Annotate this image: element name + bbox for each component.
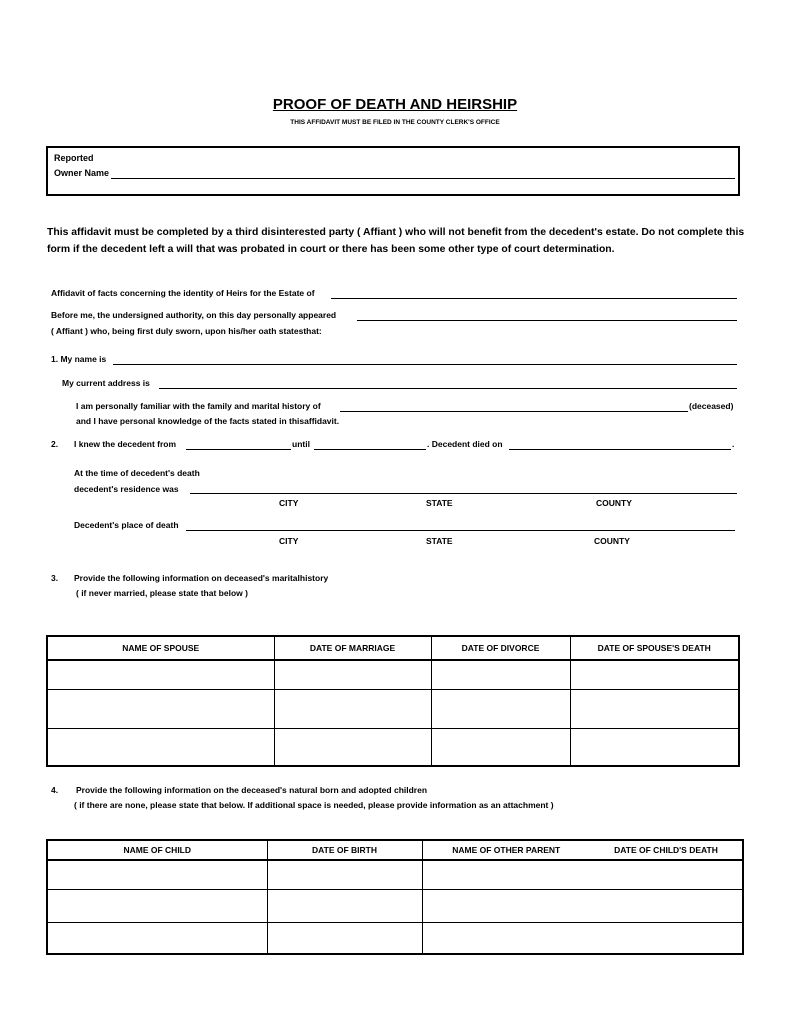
owner-name-label: Owner Name (54, 168, 110, 178)
spouse-table-header (47, 636, 739, 660)
residence-label: decedent's residence was (74, 484, 179, 494)
estate-of-label: Affidavit of facts concerning the identity of Heirs for the Estate of (51, 288, 315, 298)
child-col-death: DATE OF CHILD'S DEATH (590, 840, 743, 860)
children-label: Provide the following information on the deceased's natural born and adopted children (76, 785, 428, 795)
children-table-header (47, 840, 743, 860)
died-on-label: . Decedent died on (427, 439, 503, 449)
residence-county-caption: COUNTY (596, 498, 632, 508)
table-row (47, 728, 739, 766)
divorce-date-cell[interactable] (431, 728, 570, 766)
divorce-date-cell[interactable] (431, 689, 570, 728)
place-of-death-field[interactable] (186, 530, 735, 531)
spouse-col-marriage: DATE OF MARRIAGE (274, 636, 431, 660)
spouse-name-cell[interactable] (47, 728, 274, 766)
child-col-other-parent: NAME OF OTHER PARENT (422, 840, 590, 860)
deceased-suffix: (deceased) (689, 401, 734, 411)
spouse-death-cell[interactable] (570, 660, 739, 689)
table-row (47, 689, 739, 728)
familiar-history-label: I am personally familiar with the family and marital history of (76, 401, 321, 411)
current-address-label: My current address is (62, 378, 150, 388)
personal-knowledge-label: and I have personal knowledge of the facts stated in thisaffidavit. (76, 416, 340, 426)
time-of-death-label: At the time of decedent's death (74, 468, 200, 478)
place-of-death-label: Decedent's place of death (74, 520, 179, 530)
residence-field[interactable] (190, 493, 737, 494)
page-subtitle: THIS AFFIDAVIT MUST BE FILED IN THE COUNTY CLERK'S OFFICE (290, 119, 500, 126)
other-parent-cell[interactable] (422, 922, 743, 954)
my-name-field[interactable] (113, 364, 737, 365)
spouse-death-cell[interactable] (570, 689, 739, 728)
birth-date-cell[interactable] (267, 860, 422, 889)
other-parent-cell[interactable] (422, 860, 743, 889)
my-name-label: 1. My name is (51, 354, 107, 364)
marriage-date-cell[interactable] (274, 728, 431, 766)
child-name-cell[interactable] (47, 922, 267, 954)
child-col-name: NAME OF CHILD (47, 840, 267, 860)
reported-label: Reported (54, 153, 94, 163)
instructions-paragraph: This affidavit must be completed by a third disinterested party ( Affiant ) who will not benefit from the decedent's estate. Do not complete this form if the decedent left a will that was probated in court or there has been some other type of court determination. (47, 227, 745, 255)
children-note: ( if there are none, please state that below. If additional space is needed, please provide information as an attachment ) (74, 800, 554, 810)
other-parent-cell[interactable] (422, 889, 743, 922)
section-4-number: 4. (51, 785, 59, 795)
spouse-name-cell[interactable] (47, 660, 274, 689)
table-row (47, 922, 743, 954)
section-2-number: 2. (51, 439, 59, 449)
residence-state-caption: STATE (426, 498, 453, 508)
child-col-birth: DATE OF BIRTH (267, 840, 422, 860)
knew-from-label: I knew the decedent from (74, 439, 177, 449)
knew-from-field[interactable] (186, 449, 291, 450)
estate-of-field[interactable] (331, 298, 737, 299)
until-label: until (292, 439, 310, 449)
affiant-appeared-label: Before me, the undersigned authority, on this day personally appeared (51, 310, 337, 320)
section-3-number: 3. (51, 573, 59, 583)
spouse-death-cell[interactable] (570, 728, 739, 766)
table-row (47, 889, 743, 922)
spouse-table (46, 635, 740, 767)
child-name-cell[interactable] (47, 889, 267, 922)
birth-date-cell[interactable] (267, 889, 422, 922)
spouse-col-divorce: DATE OF DIVORCE (431, 636, 570, 660)
children-table (46, 839, 744, 955)
page-title: PROOF OF DEATH AND HEIRSHIP (272, 96, 518, 113)
place-city-caption: CITY (279, 536, 299, 546)
table-row (47, 860, 743, 889)
spouse-col-death: DATE OF SPOUSE'S DEATH (570, 636, 739, 660)
period: . (732, 439, 735, 449)
divorce-date-cell[interactable] (431, 660, 570, 689)
affiant-name-field[interactable] (357, 320, 737, 321)
marital-history-label: Provide the following information on deceased's maritalhistory (74, 573, 329, 583)
marriage-date-cell[interactable] (274, 689, 431, 728)
spouse-col-name: NAME OF SPOUSE (47, 636, 274, 660)
date-of-death-field[interactable] (509, 449, 731, 450)
residence-city-caption: CITY (279, 498, 299, 508)
reported-owner-box (46, 146, 740, 196)
marriage-date-cell[interactable] (274, 660, 431, 689)
owner-name-field[interactable] (111, 178, 735, 179)
current-address-field[interactable] (159, 388, 737, 389)
spouse-name-cell[interactable] (47, 689, 274, 728)
knew-until-field[interactable] (314, 449, 426, 450)
deceased-name-field[interactable] (340, 411, 688, 412)
child-name-cell[interactable] (47, 860, 267, 889)
place-state-caption: STATE (426, 536, 453, 546)
place-county-caption: COUNTY (594, 536, 630, 546)
marital-history-note: ( if never married, please state that below ) (76, 588, 248, 598)
table-row (47, 660, 739, 689)
affiant-oath-label: ( Affiant ) who, being first duly sworn, upon his/her oath statesthat: (51, 326, 322, 336)
birth-date-cell[interactable] (267, 922, 422, 954)
